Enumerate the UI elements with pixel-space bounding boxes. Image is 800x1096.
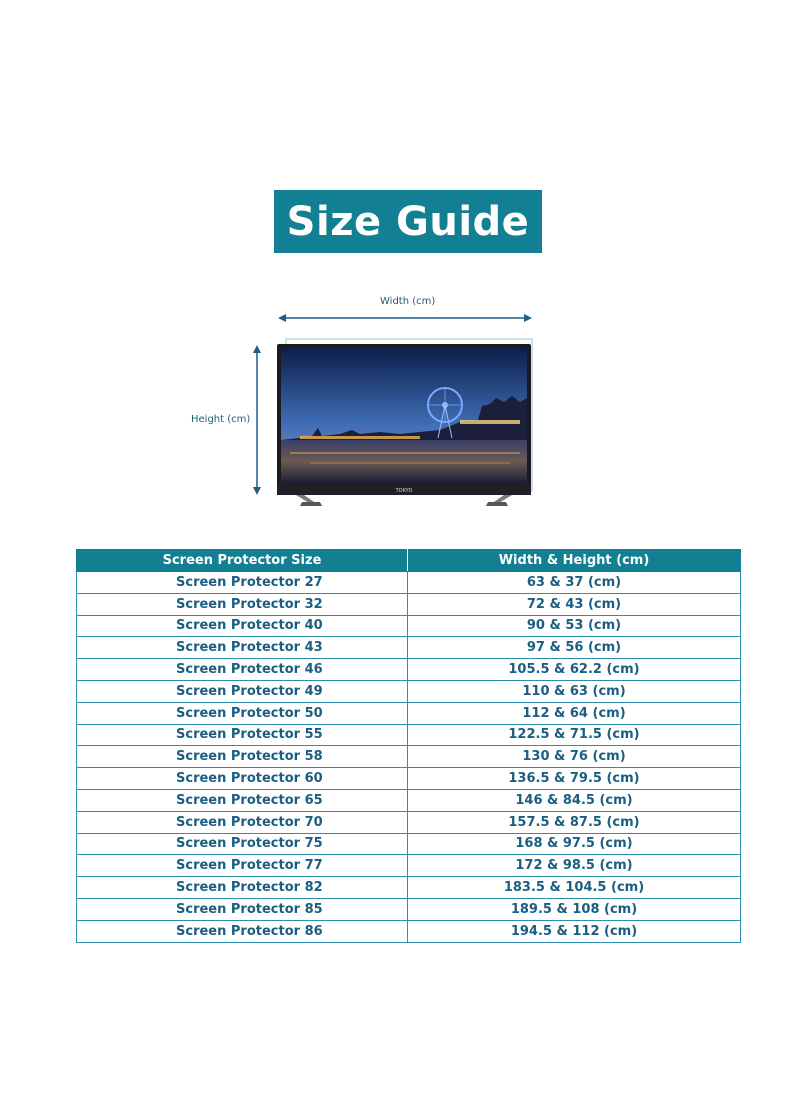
size-cell: Screen Protector 77 (77, 855, 408, 877)
width-arrow (278, 314, 532, 322)
dimensions-cell: 63 & 37 (cm) (408, 572, 741, 594)
size-cell: Screen Protector 55 (77, 724, 408, 746)
size-cell: Screen Protector 82 (77, 877, 408, 899)
dimensions-cell: 168 & 97.5 (cm) (408, 833, 741, 855)
size-cell: Screen Protector 75 (77, 833, 408, 855)
table-row (77, 746, 741, 768)
dimensions-cell: 72 & 43 (cm) (408, 593, 741, 615)
size-cell: Screen Protector 58 (77, 746, 408, 768)
dimensions-cell: 130 & 76 (cm) (408, 746, 741, 768)
dimensions-cell: 97 & 56 (cm) (408, 637, 741, 659)
table-row (77, 898, 741, 920)
table-row (77, 572, 741, 594)
table-row (77, 789, 741, 811)
dimensions-cell: 122.5 & 71.5 (cm) (408, 724, 741, 746)
size-cell: Screen Protector 40 (77, 615, 408, 637)
dimensions-cell: 146 & 84.5 (cm) (408, 789, 741, 811)
table-row (77, 768, 741, 790)
dimensions-cell: 110 & 63 (cm) (408, 680, 741, 702)
height-label: Height (cm) (191, 414, 251, 425)
table-row (77, 593, 741, 615)
dimensions-cell: 105.5 & 62.2 (cm) (408, 659, 741, 681)
table-row (77, 877, 741, 899)
table-header-row (77, 550, 741, 572)
size-cell: Screen Protector 32 (77, 593, 408, 615)
size-cell: Screen Protector 70 (77, 811, 408, 833)
size-cell: Screen Protector 50 (77, 702, 408, 724)
dimensions-cell: 136.5 & 79.5 (cm) (408, 768, 741, 790)
size-cell: Screen Protector 86 (77, 920, 408, 942)
table-row (77, 724, 741, 746)
size-cell: Screen Protector 65 (77, 789, 408, 811)
size-table (76, 549, 741, 943)
table-row (77, 637, 741, 659)
size-cell: Screen Protector 43 (77, 637, 408, 659)
table-row (77, 920, 741, 942)
size-cell: Screen Protector 60 (77, 768, 408, 790)
table-row (77, 855, 741, 877)
tv-brand-logo: TOKYO (395, 488, 413, 494)
size-cell: Screen Protector 46 (77, 659, 408, 681)
dimensions-cell: 194.5 & 112 (cm) (408, 920, 741, 942)
tv-size-diagram (0, 0, 800, 540)
tv-image (277, 344, 531, 506)
table-row (77, 680, 741, 702)
size-cell: Screen Protector 49 (77, 680, 408, 702)
height-arrow (253, 345, 261, 495)
dimensions-cell: 172 & 98.5 (cm) (408, 855, 741, 877)
dimensions-cell: 183.5 & 104.5 (cm) (408, 877, 741, 899)
size-cell: Screen Protector 85 (77, 898, 408, 920)
page-title: Size Guide (274, 190, 542, 253)
dimensions-cell: 90 & 53 (cm) (408, 615, 741, 637)
column-header-size: Screen Protector Size (77, 550, 408, 572)
table-row (77, 811, 741, 833)
table-row (77, 615, 741, 637)
size-cell: Screen Protector 27 (77, 572, 408, 594)
dimensions-cell: 112 & 64 (cm) (408, 702, 741, 724)
table-row (77, 702, 741, 724)
width-label: Width (cm) (380, 296, 436, 307)
column-header-dimensions: Width & Height (cm) (408, 550, 741, 572)
dimensions-cell: 189.5 & 108 (cm) (408, 898, 741, 920)
table-row (77, 659, 741, 681)
dimensions-cell: 157.5 & 87.5 (cm) (408, 811, 741, 833)
table-row (77, 833, 741, 855)
